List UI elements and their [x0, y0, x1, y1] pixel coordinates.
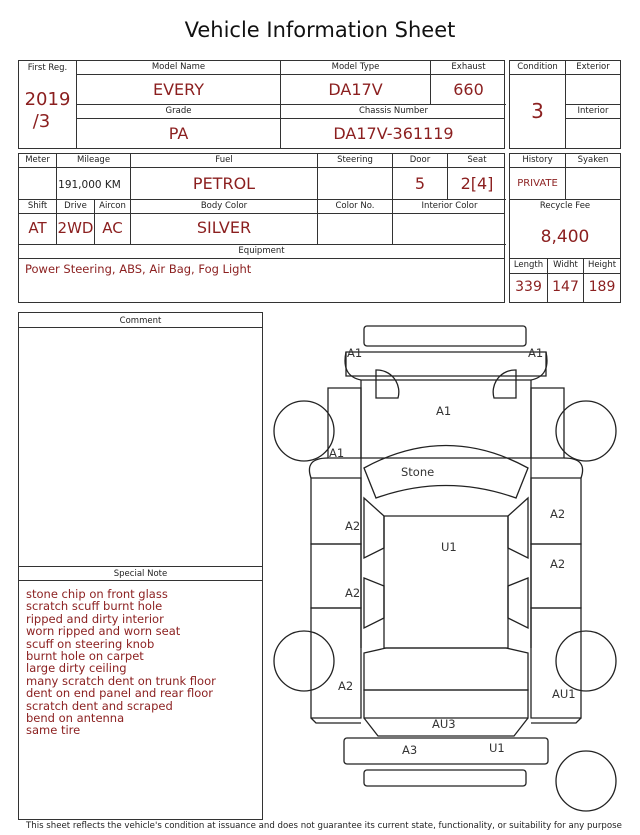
- chassis-cell: [281, 105, 506, 148]
- right-rear-wheel: [556, 631, 616, 691]
- damage-diagram: [266, 318, 626, 820]
- seat-label: Seat: [467, 155, 487, 165]
- chassis-label: Chassis Number: [358, 106, 429, 116]
- length-value: 339: [515, 279, 542, 295]
- first-reg-year: 2019: [24, 89, 71, 110]
- special-note-item: ripped and dirty interior: [26, 611, 164, 626]
- grade-value: PA: [168, 124, 189, 143]
- comment-panel: [18, 312, 263, 820]
- meter-cell: [19, 154, 57, 200]
- special-note-item: large dirty ceiling: [26, 661, 127, 676]
- special-note-item: dent on end panel and rear floor: [26, 686, 214, 701]
- hood-shape: [361, 380, 531, 458]
- exterior-label: Exterior: [576, 62, 610, 72]
- fuel-value: PETROL: [192, 174, 256, 193]
- history-label: History: [522, 155, 553, 165]
- condition-label: Condition: [517, 62, 558, 72]
- special-note-item: worn ripped and worn seat: [26, 624, 181, 639]
- left-front-wheel: [274, 401, 334, 461]
- width-value: 147: [552, 279, 579, 295]
- aircon-cell: [95, 200, 131, 245]
- drive-value: 2WD: [57, 219, 94, 237]
- chassis-value: DA17V-361119: [333, 124, 454, 143]
- interior-color-cell: [393, 200, 506, 245]
- body-color-cell: [131, 200, 318, 245]
- length-cell: [510, 259, 548, 302]
- mark-a1-front-right: A1: [528, 346, 544, 360]
- mileage-value: 191,000 KM: [58, 179, 121, 191]
- first-reg-cell: [19, 61, 77, 148]
- left-front-door-shape: [311, 478, 361, 544]
- left-rear-wheel: [274, 631, 334, 691]
- height-value: 189: [588, 279, 616, 295]
- steering-label: Steering: [337, 155, 373, 165]
- right-front-fender-shape: [531, 388, 564, 458]
- first-reg-label: First Reg.: [27, 63, 68, 73]
- fuel-cell: [131, 154, 318, 200]
- body-color-label: Body Color: [200, 201, 248, 211]
- meter-label: Meter: [25, 155, 50, 165]
- interior-color-label: Interior Color: [421, 201, 478, 211]
- special-note-label: Special Note: [113, 569, 168, 579]
- width-label: Widht: [553, 260, 578, 270]
- model-name-label: Model Name: [151, 62, 206, 72]
- history-value: PRIVATE: [517, 178, 558, 189]
- seat-value: 2[4]: [460, 174, 494, 193]
- condition-value: 3: [531, 99, 544, 123]
- history-cell: [510, 154, 566, 200]
- width-cell: [548, 259, 584, 302]
- model-type-value: DA17V: [328, 80, 383, 99]
- comment-label: Comment: [119, 316, 162, 326]
- mark-au3-rear: AU3: [432, 717, 456, 731]
- special-note-item: bend on antenna: [26, 711, 125, 726]
- special-note-item: scratch scuff burnt hole: [26, 599, 163, 614]
- door-cell: [393, 154, 448, 200]
- shift-cell: [19, 200, 57, 245]
- mark-au1-right-quarter: AU1: [552, 687, 576, 701]
- length-label: Length: [513, 260, 544, 270]
- exhaust-cell: [431, 61, 506, 105]
- grade-label: Grade: [165, 106, 192, 116]
- model-name-value: EVERY: [152, 80, 205, 99]
- roof-shape: [384, 516, 508, 648]
- top-info-table: [18, 60, 505, 149]
- equipment-section: [19, 245, 504, 302]
- condition-cell: [510, 61, 566, 148]
- shift-label: Shift: [27, 201, 48, 211]
- mark-a2-right-rear: A2: [550, 557, 566, 571]
- steering-cell: [318, 154, 393, 200]
- height-label: Height: [587, 260, 617, 270]
- mark-a1-front-left: A1: [347, 346, 363, 360]
- equipment-value: Power Steering, ABS, Air Bag, Fog Light: [25, 262, 252, 276]
- exterior-cell: [566, 61, 620, 105]
- syaken-cell: [566, 154, 620, 200]
- windshield-shape: [364, 446, 528, 499]
- special-note-item: same tire: [26, 723, 81, 738]
- mark-a1-hood: A1: [436, 404, 452, 418]
- right-rear-door-shape: [531, 544, 581, 608]
- first-reg-month: /3: [32, 111, 51, 132]
- mark-a2-right-front-door: A2: [550, 507, 566, 521]
- door-value: 5: [414, 174, 426, 193]
- history-table: [509, 153, 621, 303]
- recycle-fee-label: Recycle Fee: [539, 201, 591, 211]
- mark-a2-left-rear: A2: [345, 586, 361, 600]
- height-cell: [584, 259, 620, 302]
- color-no-cell: [318, 200, 393, 245]
- special-note-item: stone chip on front glass: [26, 587, 168, 601]
- front-bumper-shape: [364, 326, 526, 346]
- special-note-item: scratch dent and scraped: [26, 698, 173, 713]
- vehicle-spec-table: [18, 153, 505, 303]
- mark-a2-left-quarter: A2: [338, 679, 354, 693]
- exhaust-label: Exhaust: [451, 62, 486, 72]
- seat-cell: [448, 154, 506, 200]
- grade-cell: [77, 105, 281, 148]
- special-note-list: [26, 588, 216, 737]
- page-title: Vehicle Information Sheet: [184, 18, 456, 42]
- special-note-item: many scratch dent on trunk floor: [26, 673, 216, 688]
- mark-a3-rear-left: A3: [402, 743, 418, 757]
- model-type-cell: [281, 61, 431, 105]
- spare-tire: [556, 751, 616, 811]
- mark-u1-rear-right: U1: [489, 741, 505, 755]
- body-color-value: SILVER: [196, 218, 252, 237]
- left-quarter-shape: [311, 608, 361, 718]
- mileage-label: Mileage: [76, 155, 111, 165]
- fuel-label: Fuel: [215, 155, 233, 165]
- condition-table: [509, 60, 621, 149]
- disclaimer-footer: This sheet reflects the vehicle's condition at issuance and does not guarantee its current state, functionality, or suitability for any purpose: [26, 821, 622, 831]
- rear-bumper-shape: [344, 738, 548, 764]
- mark-stone: Stone: [401, 465, 435, 479]
- interior-label: Interior: [577, 106, 609, 116]
- mileage-cell: [57, 154, 131, 200]
- mark-a1-left-fender: A1: [329, 446, 345, 460]
- aircon-label: Aircon: [99, 201, 126, 211]
- special-note-item: scuff on steering knob: [26, 636, 155, 651]
- exhaust-value: 660: [453, 80, 484, 99]
- aircon-value: AC: [102, 219, 123, 237]
- model-name-cell: [77, 61, 281, 105]
- rear-window-shape: [364, 648, 528, 690]
- right-front-wheel: [556, 401, 616, 461]
- door-label: Door: [409, 155, 431, 165]
- shift-value: AT: [28, 219, 47, 237]
- syaken-label: Syaken: [577, 155, 609, 165]
- mark-u1-roof: U1: [441, 540, 457, 554]
- recycle-fee-value: 8,400: [540, 227, 590, 247]
- special-note-item: burnt hole on carpet: [26, 649, 144, 664]
- color-no-label: Color No.: [335, 201, 375, 211]
- mark-a2-left-front-door: A2: [345, 519, 361, 533]
- recycle-fee-cell: [510, 200, 620, 259]
- equipment-label: Equipment: [238, 246, 285, 256]
- model-type-label: Model Type: [331, 62, 380, 72]
- drive-label: Drive: [64, 201, 87, 211]
- drive-cell: [57, 200, 95, 245]
- interior-cell: [566, 105, 620, 148]
